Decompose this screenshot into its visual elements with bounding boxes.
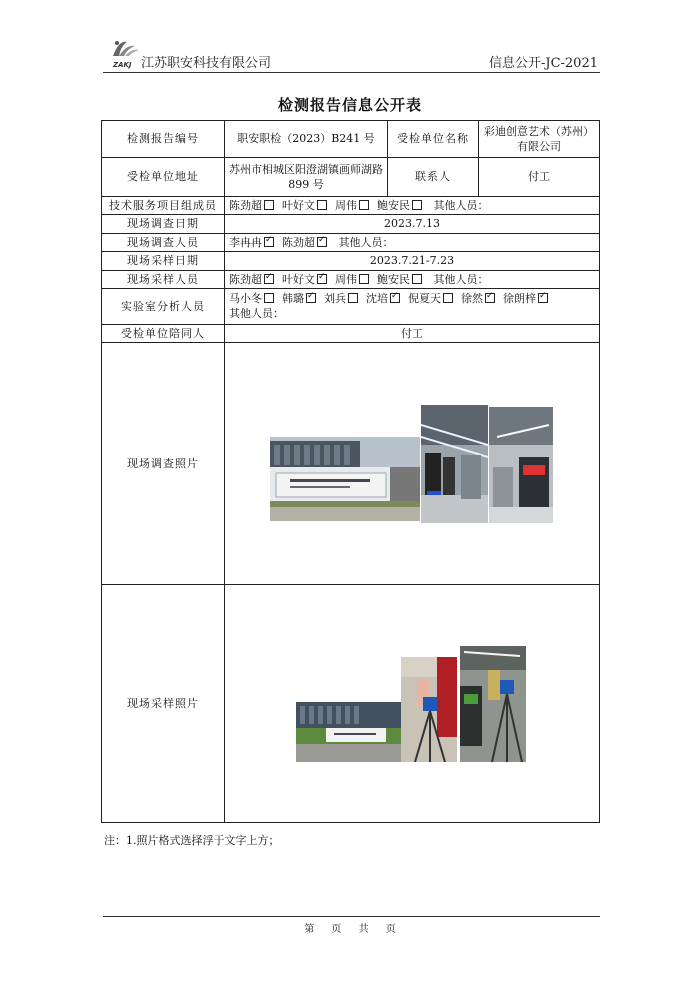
sampling-staff: [225, 270, 600, 288]
table-row: [102, 215, 600, 233]
table-row: [102, 197, 600, 215]
table-row: [102, 121, 600, 158]
production-line-photo: [489, 407, 553, 523]
person-entry: [282, 199, 329, 212]
footer-divider: [103, 916, 600, 917]
person-entry: [503, 292, 550, 305]
svg-text:ZAKJ: ZAKJ: [113, 61, 132, 69]
unit-name-label: 受检单位名称: [388, 121, 479, 158]
sampling-photos: [225, 585, 600, 823]
person-name: 叶好文: [282, 272, 315, 286]
others-label: 其他人员：: [229, 307, 284, 321]
report-no-label: 检测报告编号: [102, 121, 225, 158]
table-row: [102, 288, 600, 324]
page-title: 检测报告信息公开表: [277, 96, 422, 114]
person-entry: [282, 236, 329, 249]
checkbox-icon: [348, 293, 358, 303]
checked-checkbox-icon: [264, 237, 274, 247]
person-entry: [408, 292, 455, 305]
person-entry: [229, 199, 276, 212]
address-value: 苏州市相城区阳澄湖镇画师湖路 899 号: [225, 158, 388, 197]
checked-checkbox-icon: [485, 293, 495, 303]
person-name: 陈劲超: [229, 199, 262, 212]
table-row: [102, 343, 600, 585]
lab-staff-list: [229, 292, 556, 305]
escort-value: 付工: [225, 324, 600, 342]
page-footer: 第 页 共 页: [304, 924, 396, 935]
photo-format-note: 注：1.照片格式选择浮于文字上方；: [104, 834, 280, 847]
company-name: 江苏职安科技有限公司: [141, 56, 272, 71]
person-entry: [335, 199, 371, 212]
others-label: 其他人员：: [338, 235, 394, 249]
checkbox-icon: [412, 274, 422, 284]
person-entry: [366, 292, 402, 305]
checkbox-icon: [443, 293, 453, 303]
checkbox-icon: [317, 200, 327, 210]
contact-label: 联系人: [388, 158, 479, 197]
checkbox-icon: [264, 293, 274, 303]
others-label: 其他人员：: [433, 272, 489, 286]
person-entry: [229, 292, 276, 305]
person-name: 韩璐: [282, 292, 304, 306]
checked-checkbox-icon: [317, 237, 327, 247]
others-label: 其他人员：: [433, 199, 489, 212]
person-name: 陈劲超: [229, 272, 262, 286]
sampling-worker-photo: [460, 646, 526, 762]
sampling-device-photo: [401, 657, 457, 762]
person-name: 徐朗梓: [503, 292, 536, 306]
report-no-value: 职安职检（2023）B241 号: [225, 121, 388, 158]
person-name: 李冉冉: [229, 235, 262, 249]
checkbox-icon: [359, 200, 369, 210]
sampling-staff-list: [229, 273, 430, 286]
address-label: 受检单位地址: [102, 158, 225, 197]
header-divider: [103, 72, 600, 73]
person-name: 鲍安民: [377, 199, 410, 212]
table-row: [102, 324, 600, 342]
person-name: 沈培: [366, 292, 388, 306]
survey-photos: [225, 343, 600, 585]
team-list: [229, 199, 430, 212]
person-name: 叶好文: [282, 199, 315, 212]
survey-staff-label: 现场调查人员: [102, 233, 225, 251]
team-label: 技术服务项目组成员: [102, 197, 225, 215]
survey-date-value: 2023.7.13: [225, 215, 600, 233]
company-logo: [105, 34, 145, 70]
sampling-date-value: 2023.7.21-7.23: [225, 252, 600, 270]
person-name: 陈劲超: [282, 235, 315, 249]
person-name: 马小冬: [229, 292, 262, 306]
checked-checkbox-icon: [264, 274, 274, 284]
person-entry: [377, 199, 424, 212]
person-name: 鲍安民: [377, 272, 410, 286]
survey-staff: [225, 233, 600, 251]
page-header: [103, 34, 600, 70]
contact-value: 付工: [479, 158, 600, 197]
person-entry: [377, 273, 424, 286]
document-code: 信息公开-JC-2021: [488, 56, 598, 71]
person-name: 徐然: [461, 292, 483, 306]
checked-checkbox-icon: [306, 293, 316, 303]
person-entry: [282, 273, 329, 286]
person-name: 周伟: [335, 272, 357, 286]
checkbox-icon: [264, 200, 274, 210]
sampling-photo-label: 现场采样照片: [102, 585, 225, 823]
checked-checkbox-icon: [538, 293, 548, 303]
checked-checkbox-icon: [317, 274, 327, 284]
table-row: [102, 252, 600, 270]
checkbox-icon: [412, 200, 422, 210]
sampling-staff-label: 现场采样人员: [102, 270, 225, 288]
person-entry: [229, 236, 276, 249]
report-info-table: [101, 120, 600, 823]
escort-label: 受检单位陪同人: [102, 324, 225, 342]
person-entry: [335, 273, 371, 286]
survey-staff-list: [229, 236, 335, 249]
team-members: [225, 197, 600, 215]
person-name: 刘兵: [324, 292, 346, 306]
sampling-date-label: 现场采样日期: [102, 252, 225, 270]
factory-exterior-photo: [296, 702, 401, 762]
checked-checkbox-icon: [390, 293, 400, 303]
unit-name-value: 彩迪创意艺术（苏州）有限公司: [479, 121, 600, 158]
table-row: [102, 158, 600, 197]
survey-photo-label: 现场调查照片: [102, 343, 225, 585]
checkbox-icon: [359, 274, 369, 284]
person-name: 倪夏天: [408, 292, 441, 306]
person-entry: [229, 273, 276, 286]
person-entry: [461, 292, 497, 305]
building-photo: [270, 437, 420, 521]
table-row: [102, 270, 600, 288]
person-entry: [324, 292, 360, 305]
lab-staff: [225, 288, 600, 324]
person-name: 周伟: [335, 199, 357, 212]
workshop-photo: [421, 405, 488, 523]
person-entry: [282, 292, 318, 305]
table-row: [102, 585, 600, 823]
survey-date-label: 现场调查日期: [102, 215, 225, 233]
table-row: [102, 233, 600, 251]
lab-label: 实验室分析人员: [102, 288, 225, 324]
